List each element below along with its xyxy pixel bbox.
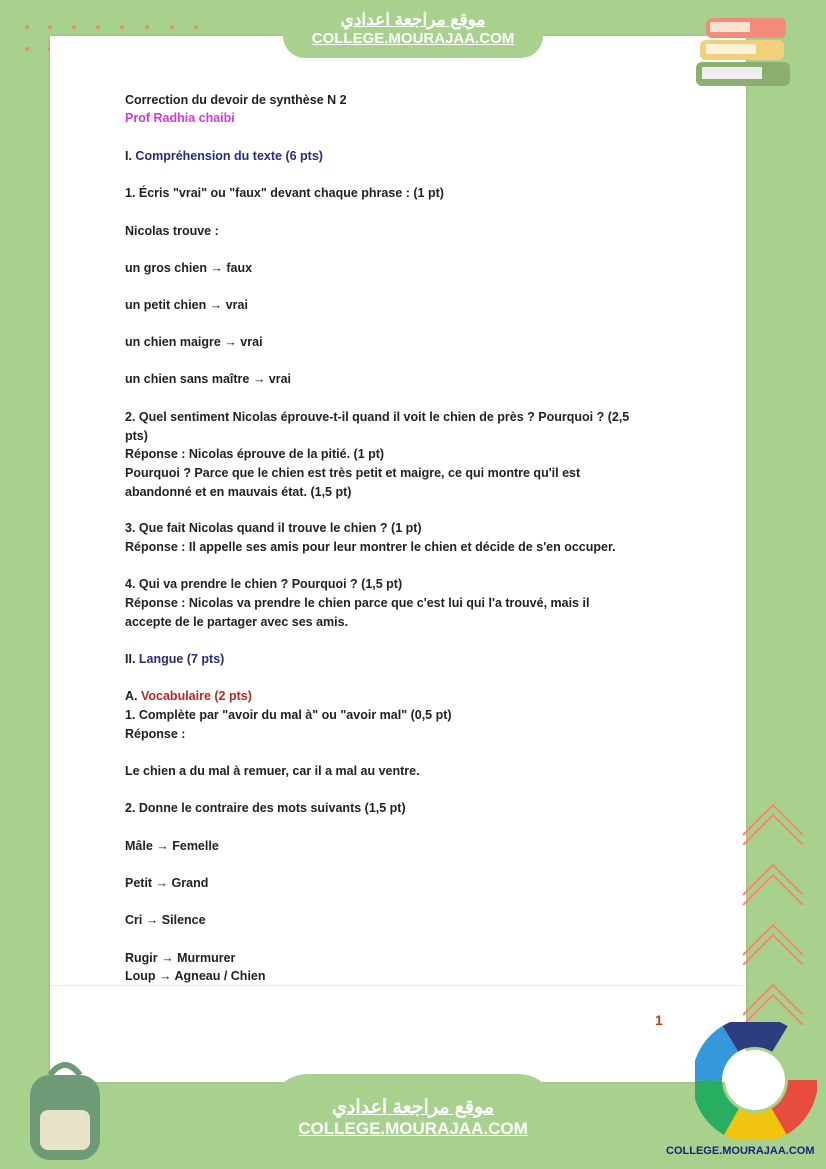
- antonym-item: Mâle → Femelle: [125, 839, 219, 853]
- answer-item: un chien sans maître → vrai: [125, 372, 292, 386]
- question-4-answer-cont: accepte de le partager avec ses amis.: [125, 615, 349, 629]
- answer-item: un petit chien → vrai: [125, 298, 248, 312]
- footer-arabic: موقع مراجعة اعدادي: [332, 1097, 494, 1118]
- question-2-why: Pourquoi ? Parce que le chien est très petit et maigre, ce qui montre qu'il est: [125, 466, 581, 480]
- subsection-a-heading: [125, 688, 252, 704]
- question-2-answer: Réponse : Nicolas éprouve de la pitié. (1 pt): [125, 447, 385, 461]
- section-2-heading: [125, 651, 224, 667]
- section-title: Compréhension du texte (6 pts): [135, 149, 323, 163]
- chevron-up-icon: [738, 855, 808, 905]
- footer-site[interactable]: COLLEGE.MOURAJAA.COM: [298, 1119, 528, 1138]
- header-banner[interactable]: [283, 4, 543, 58]
- chevron-up-icon: [738, 975, 808, 1025]
- answer-item: un chien maigre → vrai: [125, 335, 263, 349]
- vocab-answer: Le chien a du mal à remuer, car il a mal au ventre.: [125, 764, 420, 778]
- backpack-icon: [15, 1055, 115, 1165]
- antonym-item: Rugir → Murmurer: [125, 951, 236, 965]
- section-number: I.: [125, 149, 136, 163]
- question-2: 2. Quel sentiment Nicolas éprouve-t-il quand il voit le chien de près ? Pourquoi ? (2,5: [125, 410, 630, 424]
- vocab-answer-label: Réponse :: [125, 727, 186, 741]
- question-1: 1. Écris "vrai" ou "faux" devant chaque phrase : (1 pt): [125, 186, 444, 200]
- header-site[interactable]: COLLEGE.MOURAJAA.COM: [311, 30, 515, 47]
- education-wheel-logo: [695, 1022, 817, 1140]
- subsection-title: Vocabulaire (2 pts): [140, 689, 252, 703]
- vocab-question-1: 1. Complète par "avoir du mal à" ou "avoir mal" (0,5 pt): [125, 708, 452, 722]
- vocab-question-2: 2. Donne le contraire des mots suivants (1,5 pt): [125, 801, 406, 815]
- header-arabic: موقع مراجعة اعدادي: [340, 10, 486, 29]
- question-2-why-cont: abandonné et en mauvais état. (1,5 pt): [125, 485, 352, 499]
- subsection-letter: A.: [125, 689, 141, 703]
- question-4-answer: Réponse : Nicolas va prendre le chien parce que c'est lui qui l'a trouvé, mais il: [125, 596, 590, 610]
- question-3-answer: Réponse : Il appelle ses amis pour leur montrer le chien et décide de s'en occuper.: [125, 540, 616, 554]
- footer-banner[interactable]: [268, 1074, 558, 1156]
- question-4: 4. Qui va prendre le chien ? Pourquoi ? (1,5 pt): [125, 577, 403, 591]
- chevron-up-icon: [738, 795, 808, 845]
- antonym-item: Petit → Grand: [125, 876, 209, 890]
- question-1-intro: Nicolas trouve :: [125, 224, 219, 238]
- antonym-item: Cri → Silence: [125, 913, 206, 927]
- section-title: Langue (7 pts): [138, 652, 225, 666]
- doc-author: Prof Radhia chaibi: [125, 111, 235, 125]
- question-3: 3. Que fait Nicolas quand il trouve le chien ? (1 pt): [125, 521, 422, 535]
- footer-divider: [50, 985, 746, 986]
- section-number: II.: [125, 652, 139, 666]
- antonym-item: Loup → Agneau / Chien: [125, 969, 266, 983]
- question-2-cont: pts): [125, 429, 148, 443]
- footer-logo-text: COLLEGE.MOURAJAA.COM: [666, 1145, 815, 1157]
- books-icon: [692, 12, 802, 96]
- answer-item: un gros chien → faux: [125, 261, 253, 275]
- doc-title: Correction du devoir de synthèse N 2: [125, 93, 347, 107]
- section-1-heading: [125, 148, 323, 164]
- chevron-up-icon: [738, 915, 808, 965]
- page-number: 1: [655, 1012, 663, 1028]
